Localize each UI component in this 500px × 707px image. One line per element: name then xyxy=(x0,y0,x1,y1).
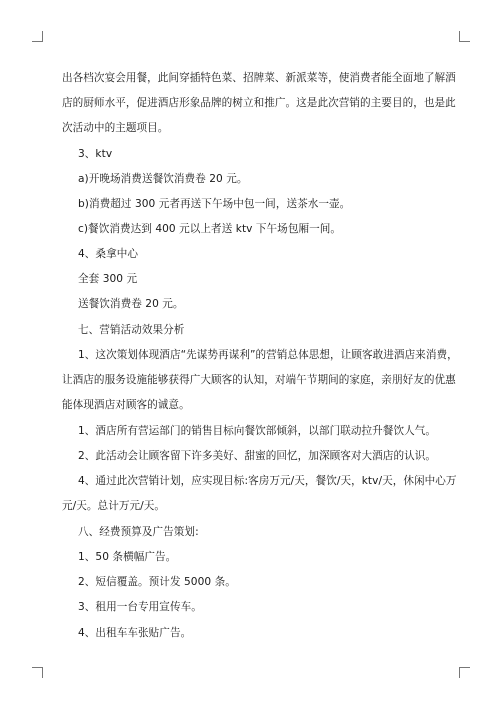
list-item: 2、短信覆盖。预计发 5000 条。 xyxy=(78,576,236,588)
list-item: 4、出租车车张贴广告。 xyxy=(78,627,192,639)
paragraph-line: 店的厨师水平，促进酒店形象品牌的树立和推广。这是此次营销的主要目的，也是此 xyxy=(62,97,456,109)
list-item: 1、酒店所有营运部门的销售目标向餐饮部倾斜，以部门联动拉升餐饮人气。 xyxy=(78,425,437,437)
paragraph-line: 4、通过此次营销计划，应实现目标:客房万元/天，餐饮/天，ktv/天，休闲中心万 xyxy=(78,475,457,487)
paragraph-line: 出各档次宴会用餐，此间穿插特色菜、招牌菜、新派菜等，使消费者能全面地了解酒 xyxy=(62,72,456,84)
paragraph-line: 让酒店的服务设施能够获得广大顾客的认知，对端午节期间的家庭，亲朋好友的优惠 xyxy=(62,374,456,386)
section-heading: 4、桑拿中心 xyxy=(78,248,139,260)
list-item: 2、此活动会让顾客留下许多美好、甜蜜的回忆，加深顾客对大酒店的认识。 xyxy=(78,450,437,462)
crop-mark-bottom-left xyxy=(32,667,43,678)
list-item: 送餐饮消费卷 20 元。 xyxy=(78,298,184,310)
list-item: 全套 300 元 xyxy=(78,273,138,285)
crop-mark-bottom-right xyxy=(459,667,470,678)
section-heading: 八、经费预算及广告策划: xyxy=(78,526,199,538)
list-item: b)消费超过 300 元者再送下午场中包一间，送茶水一壶。 xyxy=(78,198,351,210)
list-item: c)餐饮消费达到 400 元以上者送 ktv 下午场包厢一间。 xyxy=(78,223,342,235)
paragraph-line: 1、这次策划体现酒店“先谋势再谋利”的营销总体思想，让顾客敢进酒店来消费， xyxy=(78,349,458,361)
list-item: a)开晚场消费送餐饮消费卷 20 元。 xyxy=(78,173,248,185)
paragraph-line: 次活动中的主题项目。 xyxy=(62,122,169,134)
paragraph-line: 能体现酒店对顾客的诚意。 xyxy=(62,399,190,411)
crop-mark-top-left xyxy=(32,31,43,42)
section-heading: 3、ktv xyxy=(78,148,113,160)
section-heading: 七、营销活动效果分析 xyxy=(78,324,185,336)
paragraph-line: 元/天。总计万元/天。 xyxy=(62,500,166,512)
list-item: 1、50 条横幅广告。 xyxy=(78,551,177,563)
crop-mark-top-right xyxy=(459,31,470,42)
list-item: 3、租用一台专用宣传车。 xyxy=(78,601,202,613)
